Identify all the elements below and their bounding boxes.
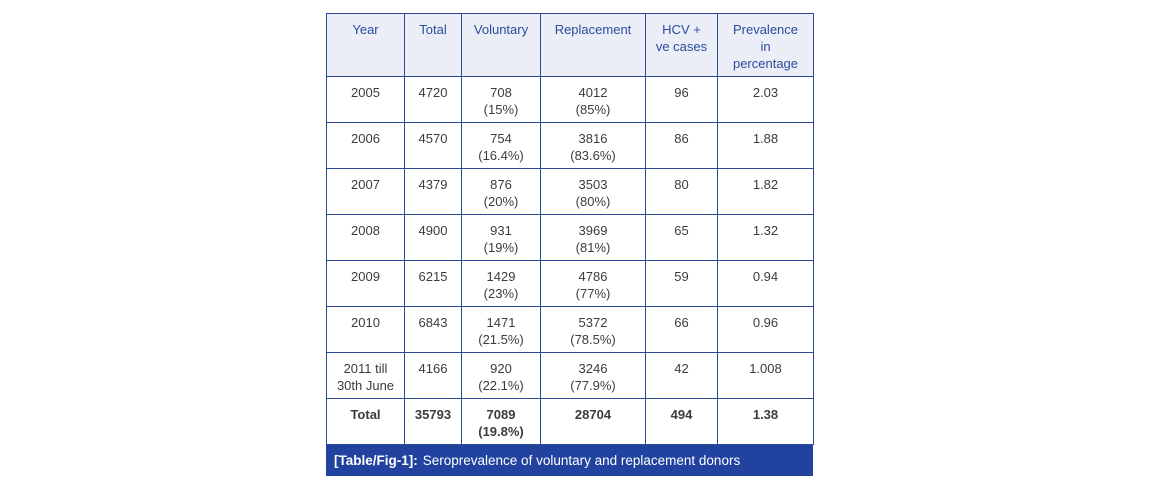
- table-cell: [405, 77, 462, 123]
- table-cell: [646, 353, 718, 399]
- header-line: ve cases: [655, 39, 708, 54]
- total-row: [327, 399, 814, 445]
- table-cell: [718, 353, 814, 399]
- table-cell: [462, 123, 541, 169]
- column-header: [718, 14, 814, 77]
- column-header: [327, 14, 405, 77]
- cell-line: (85%): [575, 102, 611, 117]
- column-header: [462, 14, 541, 77]
- table-cell: [541, 77, 646, 123]
- table-row: [327, 261, 814, 307]
- cell-line: 2010: [351, 315, 380, 330]
- cell-line: 42: [674, 361, 689, 376]
- table-cell: [405, 399, 462, 445]
- table-cell: [541, 215, 646, 261]
- caption-text: Seroprevalence of voluntary and replacement donors: [422, 453, 741, 468]
- table-cell: [462, 77, 541, 123]
- cell-line: 66: [674, 315, 689, 330]
- table-cell: [646, 261, 718, 307]
- cell-line: 0.96: [752, 315, 779, 330]
- cell-line: 3503: [578, 177, 608, 192]
- cell-line: Total: [350, 407, 381, 422]
- cell-line: 1.88: [752, 131, 779, 146]
- table-cell: [646, 123, 718, 169]
- cell-line: (22.1%): [478, 378, 524, 393]
- table-cell: [327, 307, 405, 353]
- figure-caption: [326, 445, 813, 476]
- cell-line: (15%): [483, 102, 519, 117]
- header-line: Total: [419, 22, 447, 37]
- cell-line: 2005: [351, 85, 380, 100]
- header-line: Prevalence: [732, 22, 799, 37]
- header-line: percentage: [732, 56, 799, 71]
- cell-line: (83.6%): [570, 148, 616, 163]
- cell-line: 28704: [574, 407, 612, 422]
- cell-line: 4570: [418, 131, 448, 146]
- cell-line: 86: [674, 131, 689, 146]
- table-cell: [462, 215, 541, 261]
- table-body: [327, 77, 814, 445]
- table-cell: [541, 353, 646, 399]
- cell-line: 2007: [351, 177, 380, 192]
- cell-line: 65: [674, 223, 689, 238]
- table-cell: [405, 261, 462, 307]
- table-row: [327, 77, 814, 123]
- table-cell: [646, 307, 718, 353]
- cell-line: 80: [674, 177, 689, 192]
- table-cell: [405, 307, 462, 353]
- header-line: Replacement: [554, 22, 632, 37]
- table-row: [327, 307, 814, 353]
- cell-line: 876: [490, 177, 512, 192]
- table-cell: [327, 353, 405, 399]
- cell-line: (81%): [575, 240, 611, 255]
- cell-line: 7089: [486, 407, 516, 422]
- table-cell: [462, 169, 541, 215]
- header-line: HCV +: [662, 22, 701, 37]
- cell-line: 59: [674, 269, 689, 284]
- table-cell: [327, 123, 405, 169]
- table-cell: [462, 261, 541, 307]
- table-cell: [718, 399, 814, 445]
- header-row: [327, 14, 814, 77]
- cell-line: 3816: [578, 131, 608, 146]
- cell-line: 0.94: [752, 269, 779, 284]
- cell-line: 3969: [578, 223, 608, 238]
- cell-line: 1.008: [749, 361, 782, 376]
- cell-line: 931: [490, 223, 512, 238]
- cell-line: (19.8%): [478, 424, 524, 439]
- cell-line: 5372: [578, 315, 608, 330]
- cell-line: 494: [670, 407, 693, 422]
- cell-line: 754: [490, 131, 512, 146]
- table-cell: [405, 353, 462, 399]
- header-line: Year: [352, 22, 379, 37]
- cell-line: 920: [490, 361, 512, 376]
- table-row: [327, 123, 814, 169]
- cell-line: 1471: [486, 315, 516, 330]
- table-cell: [646, 399, 718, 445]
- cell-line: 2006: [351, 131, 380, 146]
- cell-line: 35793: [414, 407, 452, 422]
- table-row: [327, 353, 814, 399]
- cell-line: 1429: [486, 269, 516, 284]
- table-cell: [405, 169, 462, 215]
- cell-line: 4012: [578, 85, 608, 100]
- cell-line: 2009: [351, 269, 380, 284]
- table-figure: [326, 13, 813, 476]
- table-cell: [718, 123, 814, 169]
- table-cell: [405, 123, 462, 169]
- table-cell: [462, 353, 541, 399]
- cell-line: (77%): [575, 286, 611, 301]
- cell-line: 2008: [351, 223, 380, 238]
- cell-line: 1.32: [752, 223, 779, 238]
- cell-line: 30th June: [336, 378, 395, 393]
- header-line: in: [760, 39, 771, 54]
- cell-line: 96: [674, 85, 689, 100]
- table-row: [327, 169, 814, 215]
- table-row: [327, 215, 814, 261]
- table-cell: [327, 399, 405, 445]
- cell-line: 4720: [418, 85, 448, 100]
- table-cell: [718, 169, 814, 215]
- cell-line: 4379: [418, 177, 448, 192]
- table-cell: [718, 77, 814, 123]
- cell-line: 4166: [418, 361, 448, 376]
- table-cell: [541, 169, 646, 215]
- cell-line: (77.9%): [570, 378, 616, 393]
- table-cell: [327, 169, 405, 215]
- cell-line: (20%): [483, 194, 519, 209]
- cell-line: (21.5%): [478, 332, 524, 347]
- table-cell: [718, 261, 814, 307]
- table-cell: [327, 215, 405, 261]
- cell-line: 6215: [418, 269, 448, 284]
- column-header: [646, 14, 718, 77]
- table-cell: [541, 261, 646, 307]
- column-header: [541, 14, 646, 77]
- column-header: [405, 14, 462, 77]
- cell-line: 4786: [578, 269, 608, 284]
- table-cell: [462, 399, 541, 445]
- table-cell: [541, 123, 646, 169]
- cell-line: 4900: [418, 223, 448, 238]
- cell-line: 708: [490, 85, 512, 100]
- table-cell: [405, 215, 462, 261]
- cell-line: 2.03: [752, 85, 779, 100]
- cell-line: 6843: [418, 315, 448, 330]
- table-cell: [646, 77, 718, 123]
- cell-line: (19%): [483, 240, 519, 255]
- table-cell: [541, 307, 646, 353]
- cell-line: (80%): [575, 194, 611, 209]
- table-cell: [718, 307, 814, 353]
- cell-line: 2011 till: [343, 361, 388, 376]
- cell-line: (78.5%): [570, 332, 616, 347]
- header-line: Voluntary: [473, 22, 529, 37]
- table-cell: [541, 399, 646, 445]
- cell-line: 1.38: [752, 407, 779, 422]
- table-cell: [327, 261, 405, 307]
- cell-line: 3246: [578, 361, 608, 376]
- table-cell: [718, 215, 814, 261]
- cell-line: 1.82: [752, 177, 779, 192]
- cell-line: (16.4%): [478, 148, 524, 163]
- seroprevalence-table: [326, 13, 814, 445]
- table-cell: [462, 307, 541, 353]
- table-cell: [646, 215, 718, 261]
- table-cell: [646, 169, 718, 215]
- table-cell: [327, 77, 405, 123]
- caption-label: [Table/Fig-1]:: [334, 453, 418, 468]
- cell-line: (23%): [483, 286, 519, 301]
